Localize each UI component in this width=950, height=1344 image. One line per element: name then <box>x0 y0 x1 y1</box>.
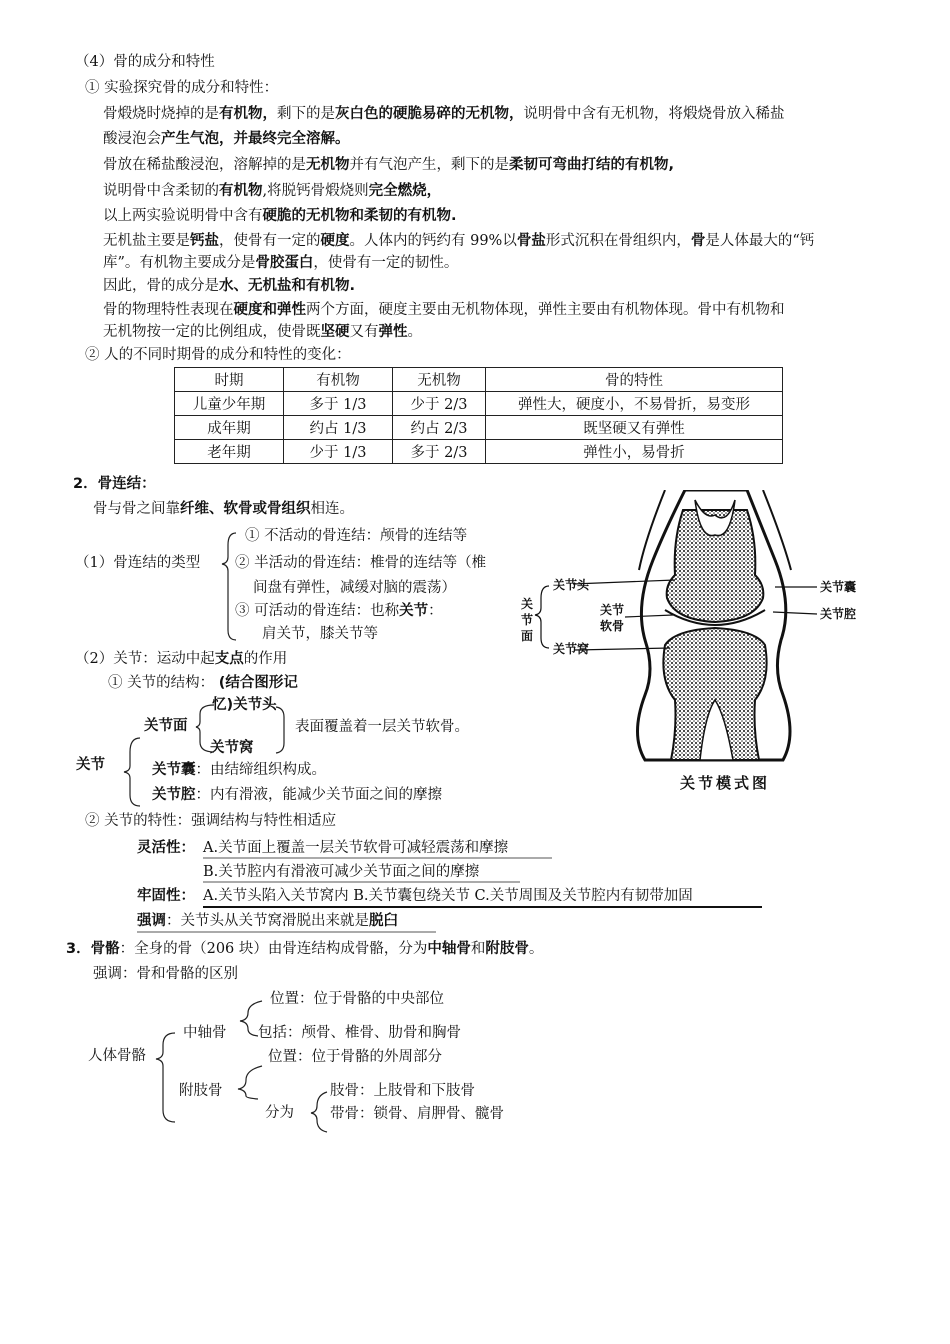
text-run: 剩下的是 <box>277 106 335 122</box>
table-cell: 少于 2/3 <box>393 392 486 416</box>
text-run: 和 <box>470 941 486 957</box>
text-run: 强调 <box>137 913 166 929</box>
brace <box>276 707 284 753</box>
list-item: 间盘有弹性，减缓对脑的震荡） <box>253 580 456 596</box>
list-item: ① 不活动的骨连结：颅骨的连结等 <box>245 528 468 544</box>
firm-text: A.关节头陷入关节窝内 B.关节囊包绕关节 C.关节周围及关节腔内有韧带加固 <box>203 888 693 904</box>
text-run: 中轴骨 <box>427 941 471 957</box>
text-run: 骨 <box>690 233 706 249</box>
text-run: 骨与骨之间靠 <box>93 501 180 517</box>
text-run: 因此，骨的成分是 <box>103 278 219 294</box>
tree-node: 带骨：锁骨、肩胛骨、髋骨 <box>330 1106 504 1122</box>
label-cartilage-1: 关节 <box>600 603 625 617</box>
subsection-title: ② 关节的特性：强调结构与特性相适应 <box>85 813 337 829</box>
text-run: 说明骨中含柔韧的 <box>103 183 219 199</box>
text-run: ，使骨有一定的 <box>219 233 321 249</box>
tree-node: 位置：位于骨骼的中央部位 <box>270 991 444 1007</box>
table-header: 有机物 <box>284 368 393 392</box>
table-cell: 多于 2/3 <box>393 440 486 464</box>
brace <box>124 738 140 806</box>
label-head: 关节头 <box>553 578 590 592</box>
text-run: 关节 <box>399 603 429 619</box>
text-run: 骨的物理特性表现在 <box>103 302 234 318</box>
text-run: 并有气泡产生，剩下的是 <box>349 157 509 173</box>
section-title: 2．骨连结： <box>73 476 156 492</box>
label-capsule: 关节囊 <box>820 580 857 594</box>
text-run: (结合图形记 <box>218 675 298 691</box>
section-title: （4）骨的成分和特性 <box>75 54 215 70</box>
text-run: 说明骨中含有无机物，将煅烧骨放入稀盐 <box>523 106 785 122</box>
brace <box>156 1033 175 1122</box>
text-run: 脱臼 <box>369 913 398 929</box>
text-run: 骨煅烧时烧掉的是 <box>103 106 219 122</box>
text-run: ：内有滑液，能减少关节面之间的摩擦 <box>195 787 442 803</box>
text-run: 骨胶蛋白 <box>255 255 314 271</box>
text-run: （2）关节：运动中起 <box>75 651 215 667</box>
text-run: 骨盐 <box>516 233 546 249</box>
tree-root: 关节 <box>76 757 105 773</box>
text-run: 库”。有机物主要成分是 <box>103 255 256 271</box>
table-cell: 约占 1/3 <box>284 416 393 440</box>
text-run: 硬度和弹性 <box>233 302 306 318</box>
tree-node: 肢骨：上肢骨和下肢骨 <box>330 1083 475 1099</box>
table-cell: 弹性小，易骨折 <box>486 440 783 464</box>
text-run: 纤维、软骨或骨组织 <box>180 501 311 517</box>
table-header: 时期 <box>175 368 284 392</box>
label-joint-surface-1: 关 <box>521 597 534 611</box>
label-joint-surface-2: 节 <box>521 613 534 627</box>
text-run: 又有 <box>349 324 379 340</box>
table-cell: 多于 1/3 <box>284 392 393 416</box>
text-run: ：全身的骨（206 块）由骨连结构成骨骼，分为 <box>119 941 428 957</box>
text-run: 关节腔 <box>152 787 196 803</box>
list-item: ② 半活动的骨连结：椎骨的连结等（椎 <box>235 555 487 571</box>
tree-node: 忆)关节头 <box>212 697 277 713</box>
table-cell: 老年期 <box>175 440 284 464</box>
text-run: 支点 <box>214 651 244 667</box>
tree-node: 分为 <box>265 1105 294 1121</box>
text-run: ：由结缔组织构成。 <box>195 762 326 778</box>
tree-node: 附肢骨 <box>179 1083 223 1099</box>
text-run: 无机盐主要是 <box>103 233 190 249</box>
subsection-title: ② 人的不同时期骨的成分和特性的变化： <box>85 347 351 363</box>
text-run: 柔韧可弯曲打结的有机物, <box>509 157 675 173</box>
label: 灵活性： <box>137 840 195 856</box>
table-header: 无机物 <box>393 368 486 392</box>
label-joint-surface-3: 面 <box>521 629 534 643</box>
text-run: 形式沉积在骨组织内， <box>545 233 691 249</box>
text-run: 。人体内的钙约有 99%以 <box>349 233 517 249</box>
text-run: 的作用 <box>243 651 288 667</box>
text-run: 完全燃烧， <box>368 183 442 199</box>
tree-root: 人体骨骼 <box>88 1048 146 1064</box>
flex-a: A.关节面上覆盖一层关节软骨可减轻震荡和摩擦 <box>203 840 509 856</box>
table-header: 骨的特性 <box>486 368 783 392</box>
text-run: 关节囊 <box>152 762 196 778</box>
flex-b: B.关节腔内有滑液可减少关节面之间的摩擦 <box>203 864 480 880</box>
table-cell: 少于 1/3 <box>284 440 393 464</box>
tree-node: 包括：颅骨、椎骨、肋骨和胸骨 <box>258 1025 461 1041</box>
text-run: 钙盐 <box>190 233 219 249</box>
list-item: 肩关节，膝关节等 <box>262 626 378 642</box>
joint-diagram <box>515 490 865 800</box>
text-run: ：关节头从关节窝滑脱出来就是 <box>166 913 369 929</box>
paragraph: 强调：骨和骨骼的区别 <box>93 966 238 982</box>
text-run: 水、无机盐和有机物. <box>219 278 356 294</box>
tree-node: 关节面 <box>144 718 188 734</box>
text-run: 骨放在稀盐酸浸泡，溶解掉的是 <box>103 157 306 173</box>
table-cell: 儿童少年期 <box>175 392 284 416</box>
subsection-title: ① 实验探究骨的成分和特性： <box>85 80 279 96</box>
list-label: （1）骨连结的类型 <box>75 555 201 571</box>
tree-desc: 表面覆盖着一层关节软骨。 <box>295 719 469 735</box>
brace <box>196 705 214 752</box>
text-run: 硬度 <box>320 233 350 249</box>
text-run: 无机物 <box>306 157 350 173</box>
table-cell: 成年期 <box>175 416 284 440</box>
text-run: 是人体最大的“钙 <box>705 233 815 249</box>
text-run: 骨骼 <box>90 941 120 957</box>
text-run: 弹性 <box>378 324 408 340</box>
table-cell: 既坚硬又有弹性 <box>486 416 783 440</box>
text-run: 以上两实验说明骨中含有 <box>103 208 263 224</box>
brace <box>311 1092 327 1132</box>
text-run: 酸浸泡会 <box>103 131 161 147</box>
text-run: 有机物 <box>219 183 263 199</box>
text-run: 附肢骨 <box>485 941 529 957</box>
brace <box>238 1066 262 1099</box>
figure-caption: 关节模式图 <box>680 774 771 792</box>
text-run: ③ 可活动的骨连结：也称 <box>235 603 400 619</box>
text-run: 。 <box>407 324 422 340</box>
label: 牢固性： <box>137 888 195 904</box>
brace <box>222 533 236 640</box>
text-run: 。 <box>528 941 544 957</box>
brace <box>240 1001 262 1036</box>
text-run: 灰白色的硬脆易碎的无机物， <box>335 106 524 122</box>
text-run: 产生气泡，并最终完全溶解。 <box>161 131 350 147</box>
tree-node: 关节窝 <box>210 740 254 756</box>
brace <box>535 586 549 648</box>
text-run: ① 关节的结构： <box>108 675 219 691</box>
label-socket: 关节窝 <box>553 642 590 656</box>
text-run: 坚硬 <box>320 324 350 340</box>
label-cartilage-2: 软骨 <box>600 619 625 633</box>
text-run: 硬脆的无机物和柔韧的有机物. <box>262 208 457 224</box>
table-cell: 弹性大，硬度小，不易骨折，易变形 <box>486 392 783 416</box>
tree-node: 中轴骨 <box>183 1025 227 1041</box>
text-run: ,将脱钙骨煅烧则 <box>262 183 369 199</box>
tree-node: 位置：位于骨骼的外周部分 <box>268 1049 442 1065</box>
text-run: ，使骨有一定的韧性。 <box>313 255 459 271</box>
text-run: 无机物按一定的比例组成，使骨既 <box>103 324 321 340</box>
label-cavity: 关节腔 <box>820 607 857 621</box>
table-cell: 约占 2/3 <box>393 416 486 440</box>
text-run: 两个方面，硬度主要由无机物体现，弹性主要由有机物体现。骨中有机物和 <box>306 302 785 318</box>
text-run: ： <box>428 603 443 619</box>
text-run: 相连。 <box>310 501 354 517</box>
text-run: 有机物， <box>219 106 277 122</box>
text-run: 3． <box>66 941 91 957</box>
